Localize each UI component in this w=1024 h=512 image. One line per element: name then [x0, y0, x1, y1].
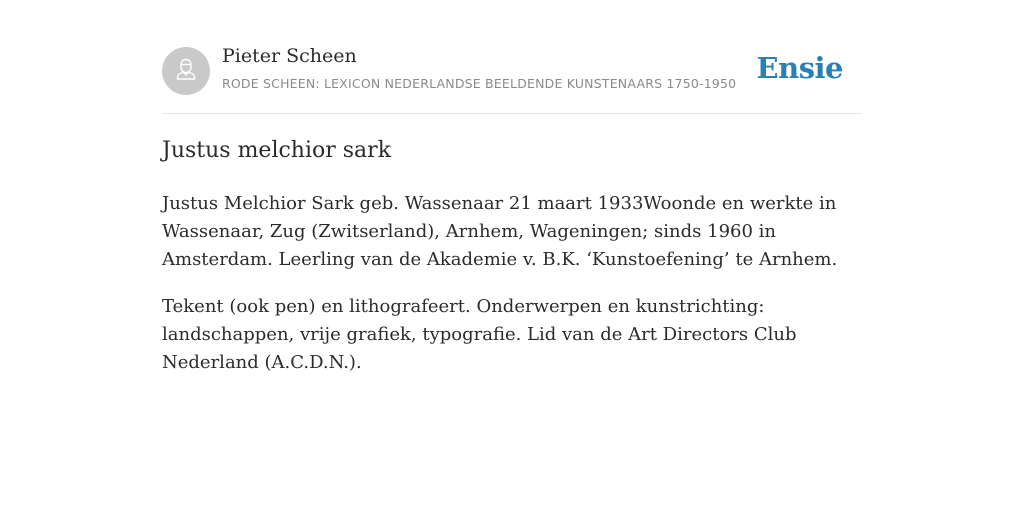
article-paragraph: Justus Melchior Sark geb. Wassenaar 21 maart 1933Woonde en werkte in Wassenaar, Zug (Zwitserland), Arnhem, Wageningen; sinds 1960 in Amsterdam. Leerling van de Akademie v. B.K. ‘Kunstoefening’ te Arnhem. — [162, 193, 838, 270]
source-label[interactable]: RODE SCHEEN: LEXICON NEDERLANDSE BEELDENDE KUNSTENAARS 1750-1950 — [222, 76, 737, 91]
article-header — [162, 0, 862, 114]
author-name[interactable]: Pieter Scheen — [222, 45, 357, 67]
article-title: Justus melchior sark — [162, 138, 392, 163]
ensie-logo-link[interactable]: Ensie — [756, 51, 843, 85]
article-page — [162, 0, 862, 373]
author-avatar[interactable] — [162, 47, 210, 95]
user-avatar-icon — [172, 55, 200, 87]
article-body — [162, 190, 862, 396]
article-paragraph: Tekent (ook pen) en lithografeert. Onderwerpen en kunstrichting: landschappen, vrije grafiek, typografie. Lid van de Art Directors Club Nederland (A.C.D.N.). — [162, 296, 797, 373]
